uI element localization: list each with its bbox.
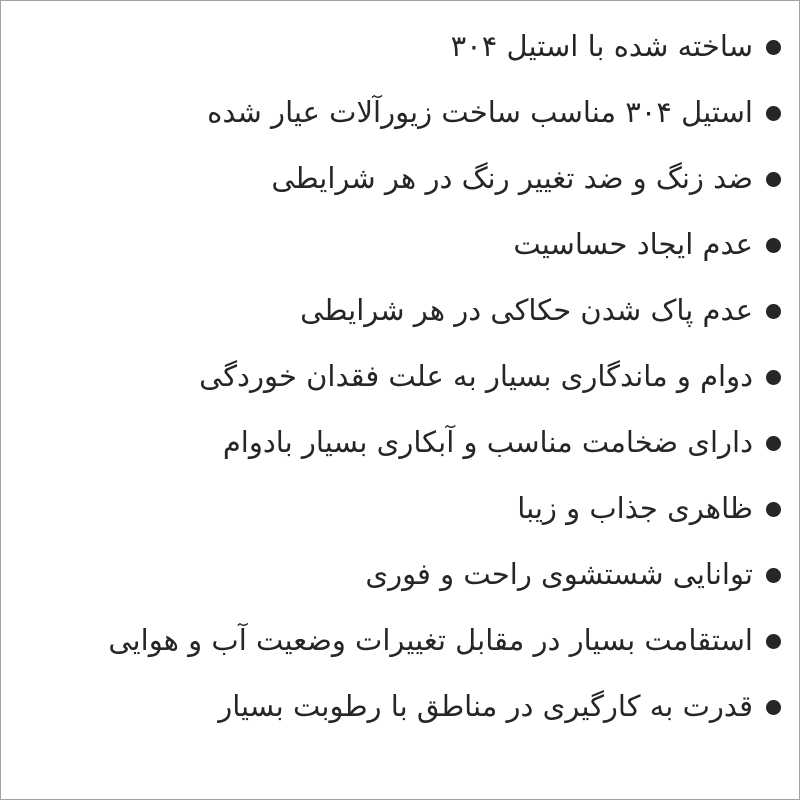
- bullet-icon: [766, 568, 781, 583]
- bullet-icon: [766, 238, 781, 253]
- bullet-icon: [766, 634, 781, 649]
- list-item: [19, 673, 781, 739]
- bullet-icon: [766, 40, 781, 55]
- list-item-text: ظاهری جذاب و زیبا: [517, 490, 753, 525]
- feature-list: [19, 13, 781, 739]
- bullet-icon: [766, 436, 781, 451]
- list-item-text: قدرت به کارگیری در مناطق با رطوبت بسیار: [218, 688, 753, 723]
- list-item-text: عدم پاک شدن حکاکی در هر شرایطی: [300, 292, 753, 327]
- bullet-icon: [766, 370, 781, 385]
- list-item-text: دارای ضخامت مناسب و آبکاری بسیار بادوام: [222, 424, 753, 459]
- list-item: [19, 607, 781, 673]
- list-item: [19, 145, 781, 211]
- list-item-text: ساخته شده با استیل ۳۰۴: [450, 28, 753, 63]
- list-item-text: استیل ۳۰۴ مناسب ساخت زیورآلات عیار شده: [207, 94, 753, 129]
- bullet-icon: [766, 700, 781, 715]
- list-item-text: دوام و ماندگاری بسیار به علت فقدان خوردگی: [199, 358, 753, 393]
- list-item: [19, 277, 781, 343]
- list-item: [19, 343, 781, 409]
- list-item-text: استقامت بسیار در مقابل تغییرات وضعیت آب و هوایی: [108, 622, 753, 657]
- list-item: [19, 409, 781, 475]
- list-item-text: توانایی شستشوی راحت و فوری: [365, 556, 753, 591]
- list-item: [19, 211, 781, 277]
- bullet-icon: [766, 172, 781, 187]
- list-item: [19, 79, 781, 145]
- list-item: [19, 13, 781, 79]
- list-item: [19, 475, 781, 541]
- list-item-text: ضد زنگ و ضد تغییر رنگ در هر شرایطی: [271, 160, 753, 195]
- list-item-text: عدم ایجاد حساسیت: [513, 226, 753, 261]
- bullet-icon: [766, 106, 781, 121]
- bullet-icon: [766, 502, 781, 517]
- list-item: [19, 541, 781, 607]
- bullet-icon: [766, 304, 781, 319]
